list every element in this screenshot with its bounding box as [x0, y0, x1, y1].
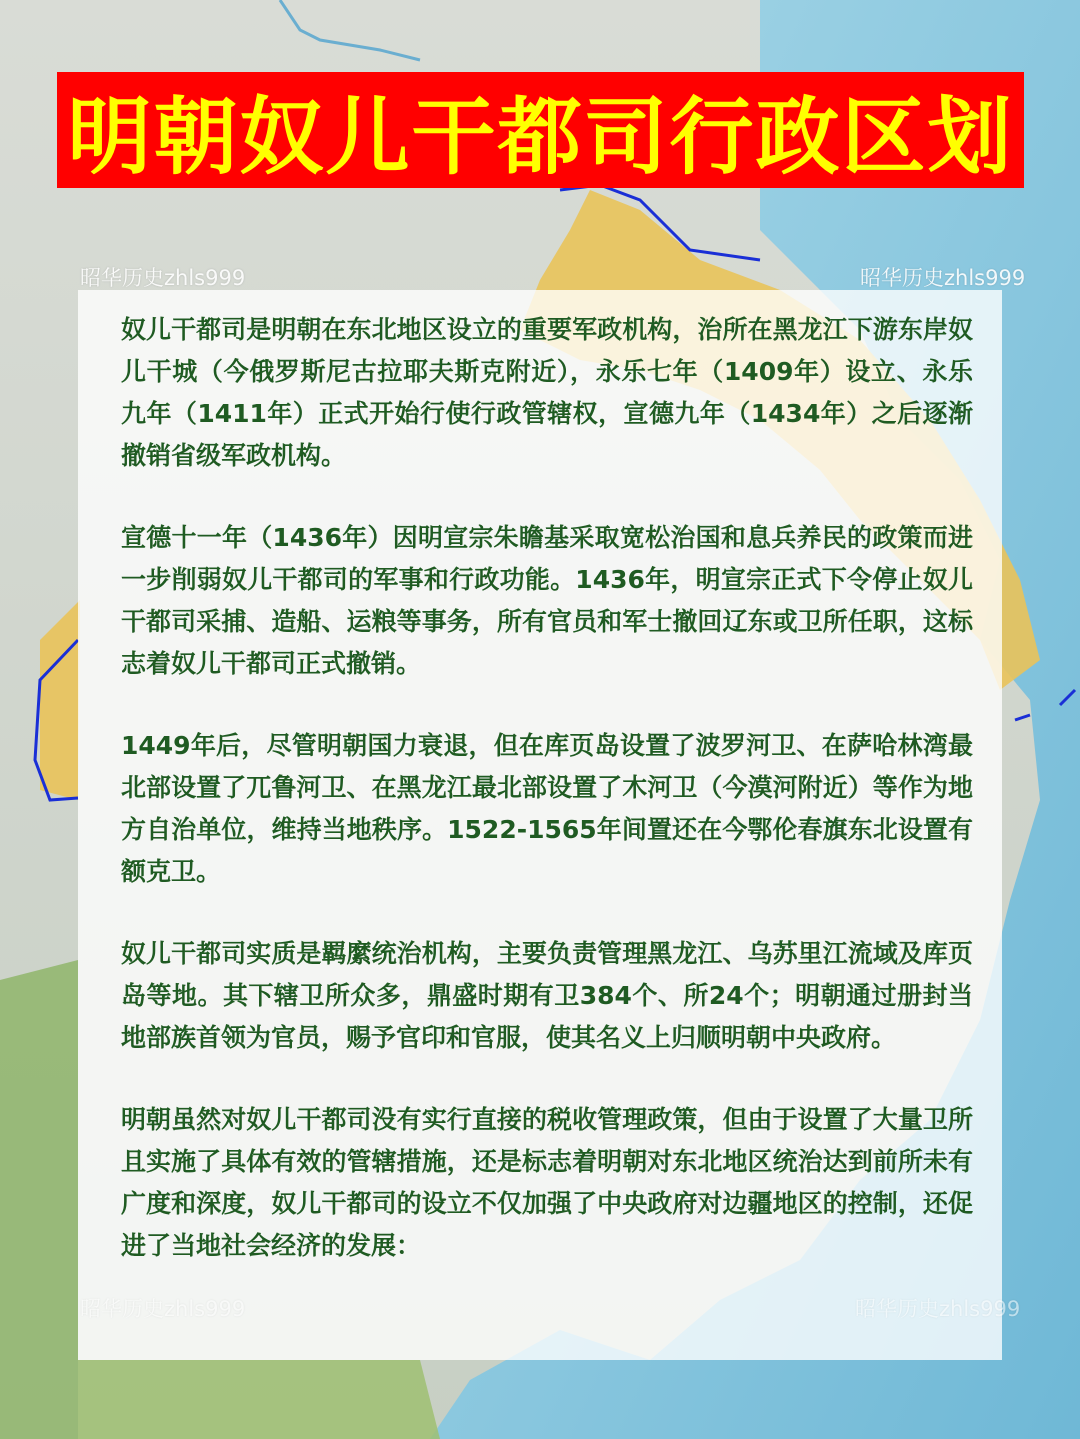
article-body: [121, 309, 973, 1307]
paragraph: 奴儿干都司是明朝在东北地区设立的重要军政机构，治所在黑龙江下游东岸奴儿干城（今俄罗斯尼古拉耶夫斯克附近），永乐七年（1409年）设立、永乐九年（1411年）正式开始行使行政管辖权，宣德九年（1434年）之后逐渐撤销省级军政机构。: [121, 315, 973, 470]
watermark: 昭华历史zhls999: [855, 1297, 1021, 1321]
page-title: 明朝奴儿干都司行政区划: [67, 87, 1014, 186]
watermark: 昭华历史zhls999: [80, 266, 246, 290]
title-banner: [57, 72, 1024, 188]
paragraph: 明朝虽然对奴儿干都司没有实行直接的税收管理政策，但由于设置了大量卫所且实施了具体有效的管辖措施，还是标志着明朝对东北地区统治达到前所未有广度和深度，奴儿干都司的设立不仅加强了中央政府对边疆地区的控制，还促进了当地社会经济的发展：: [121, 1105, 973, 1260]
paragraph: 宣德十一年（1436年）因明宣宗朱瞻基采取宽松治国和息兵养民的政策而进一步削弱奴儿干都司的军事和行政功能。1436年，明宣宗正式下令停止奴儿干都司采捕、造船、运粮等事务，所有官员和军士撤回辽东或卫所任职，这标志着奴儿干都司正式撤销。: [121, 523, 973, 678]
paragraph: 1449年后，尽管明朝国力衰退，但在库页岛设置了波罗河卫、在萨哈林湾最北部设置了兀鲁河卫、在黑龙江最北部设置了木河卫（今漠河附近）等作为地方自治单位，维持当地秩序。1522-1565年间置还在今鄂伦春旗东北设置有额克卫。: [121, 731, 973, 886]
watermark: 昭华历史zhls999: [860, 266, 1026, 290]
watermark: 昭华历史zhls999: [80, 1297, 246, 1321]
paragraph: 奴儿干都司实质是羁縻统治机构，主要负责管理黑龙江、乌苏里江流域及库页岛等地。其下辖卫所众多，鼎盛时期有卫384个、所24个；明朝通过册封当地部族首领为官员，赐予官印和官服，使其名义上归顺明朝中央政府。: [121, 939, 973, 1052]
